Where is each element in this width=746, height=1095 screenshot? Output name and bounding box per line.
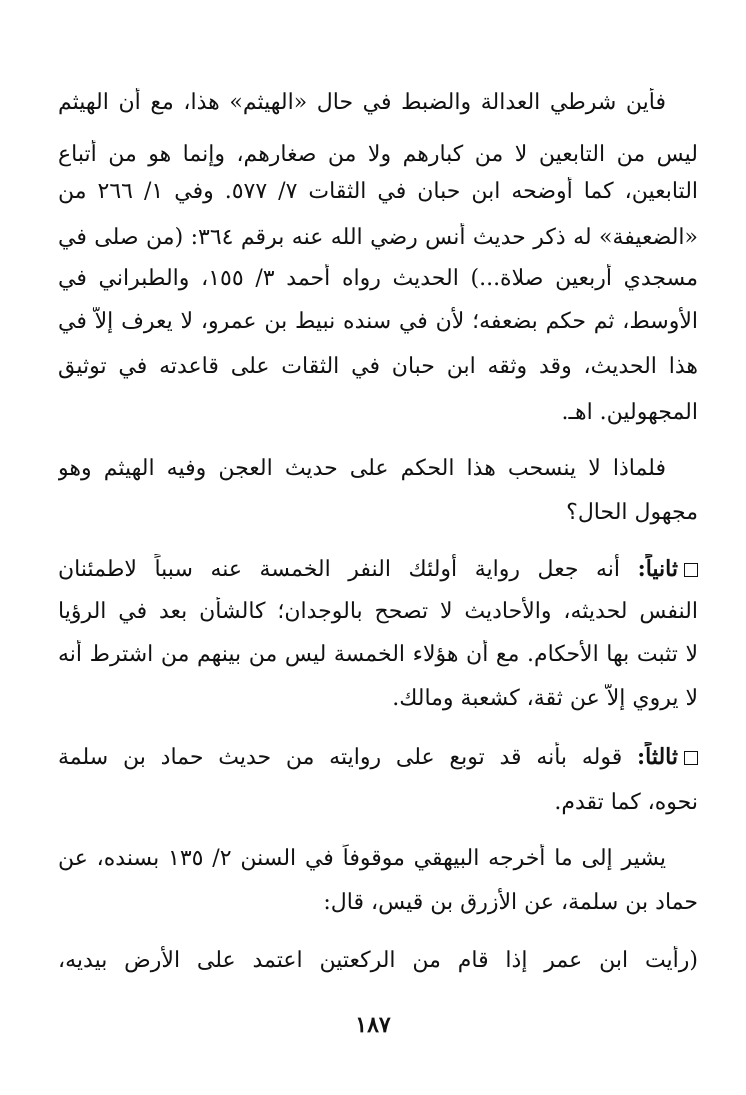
text-line: التابعين، كما أوضحه ابن حبان في الثقات ٧/ ٥٧٧. وفي ١/ ٢٦٦ من xyxy=(58,179,698,204)
section-label: ثالثاً: xyxy=(637,744,678,770)
text-line: (رأيت ابن عمر إذا قام من الركعتين اعتمد على الأرض بيديه، xyxy=(58,948,698,973)
text-line: فلماذا لا ينسحب هذا الحكم على حديث العجن وفيه الهيثم وهو xyxy=(58,456,666,481)
section-label: ثانياً: xyxy=(637,556,678,582)
checkbox-bullet-icon xyxy=(684,563,698,577)
text-line: النفس لحديثه، والأحاديث لا تصحح بالوجدان؛ كالشأن بعد في الرؤيا xyxy=(58,599,698,624)
text-span: أنه جعل رواية أولئك النفر الخمسة عنه سبباً لاطمئنان xyxy=(58,557,621,582)
text-line: لا يروي إلاّ عن ثقة، كشعبة ومالك. xyxy=(392,686,698,711)
text-line xyxy=(58,554,698,585)
text-span: قوله بأنه قد توبع على روايته من حديث حماد بن سلمة xyxy=(58,745,623,770)
text-line: يشير إلى ما أخرجه البيهقي موقوفاً في السنن ٢/ ١٣٥ بسنده، عن xyxy=(58,846,666,871)
text-line: مسجدي أربعين صلاة...) الحديث رواه أحمد ٣/ ١٥٥، والطبراني في xyxy=(58,266,698,291)
text-line: نحوه، كما تقدم. xyxy=(554,790,698,815)
text-line: فأين شرطي العدالة والضبط في حال «الهيثم» هذا، مع أن الهيثم xyxy=(58,90,666,115)
text-line: «الضعيفة» له ذكر حديث أنس رضي الله عنه برقم ٣٦٤: (من صلى في xyxy=(58,225,698,250)
text-line: هذا الحديث، وقد وثقه ابن حبان في الثقات على قاعدته في توثيق xyxy=(58,354,698,379)
text-line: المجهولين. اهـ. xyxy=(561,400,698,425)
checkbox-bullet-icon xyxy=(684,751,698,765)
text-line: ليس من التابعين لا من كبارهم ولا من صغارهم، وإنما هو من أتباع xyxy=(58,142,698,167)
page-number: ١٨٧ xyxy=(355,1012,391,1038)
text-line: الأوسط، ثم حكم بضعفه؛ لأن في سنده نبيط بن عمرو، لا يعرف إلاّ في xyxy=(58,309,698,334)
text-line: لا تثبت بها الأحكام. مع أن هؤلاء الخمسة ليس من بينهم من اشترط أنه xyxy=(58,642,698,667)
text-line: حماد بن سلمة، عن الأزرق بن قيس، قال: xyxy=(323,890,698,915)
text-line: مجهول الحال؟ xyxy=(566,500,698,525)
text-line xyxy=(58,742,698,773)
